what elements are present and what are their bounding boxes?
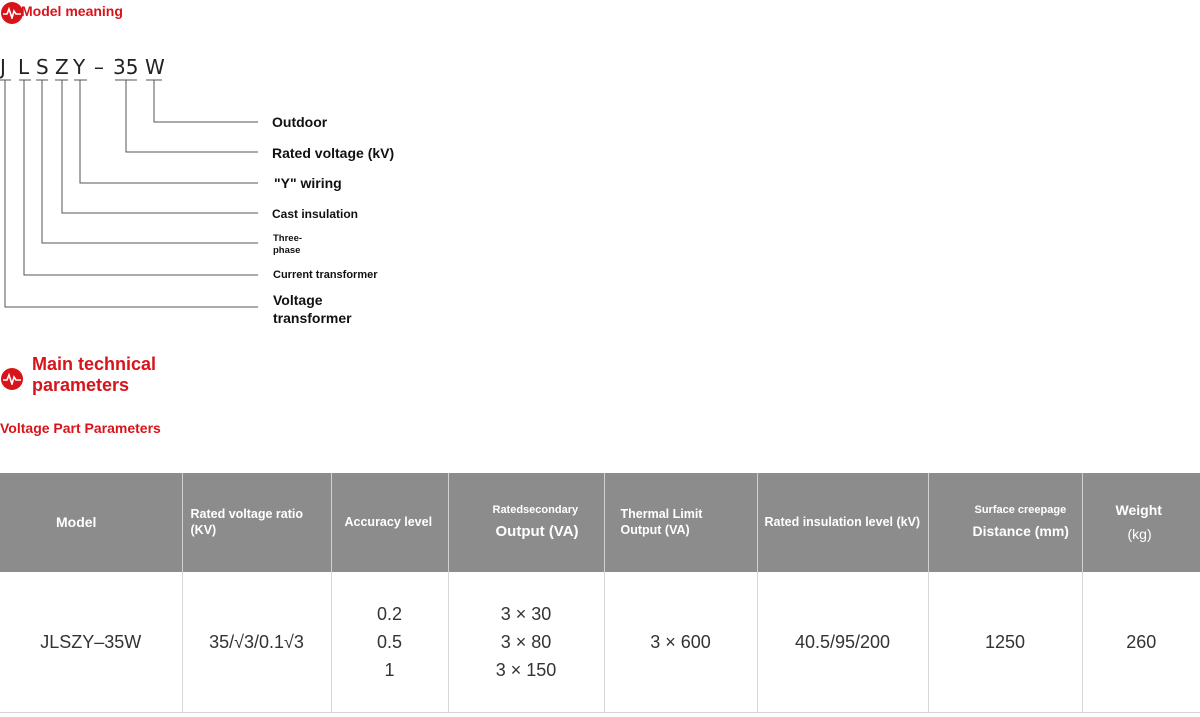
model-code-connector-lines [0,0,300,330]
meaning-three-phase: Three-phase [273,233,303,256]
code-letter-s: S [36,55,49,79]
accuracy-value: 1 [384,660,395,680]
header-model-label: Model [56,513,97,530]
voltage-part-parameters-title: Voltage Part Parameters [0,420,161,436]
header-thermal-limit-output [604,473,757,572]
meaning-voltage-transformer: Voltage transformer [273,292,352,326]
header-weight-line1: Weight [1115,501,1162,518]
header-secondary-line1: Ratedsecondary [492,503,579,516]
header-creepage-line2: Distance (mm) [972,523,1069,540]
header-ratio-line2: (KV) [190,522,217,537]
code-number-35: 35 [113,55,139,79]
meaning-cast-insulation: Cast insulation [272,207,359,221]
table-row [0,572,1200,713]
secondary-output-value: 3 × 150 [495,660,557,680]
meaning-y-wiring: "Y" wiring [274,175,342,191]
header-accuracy-level [331,473,448,572]
cell-weight: 260 [1082,572,1200,713]
code-letter-y: Y [73,55,86,79]
secondary-output-value: 3 × 30 [500,604,552,624]
header-weight-line2: (kg) [1127,526,1152,542]
heartbeat-icon [1,368,23,390]
code-letter-z: Z [55,55,69,79]
cell-surface-creepage-distance: 1250 [928,572,1082,713]
header-accuracy-label: Accuracy level [344,514,433,529]
header-ratio-line1: Rated voltage ratio [190,506,304,521]
cell-accuracy-level [331,572,448,713]
header-rated-secondary-output [448,473,604,572]
cell-rated-secondary-output [448,572,604,713]
model-meaning-title: Model meaning [21,3,123,19]
header-rated-voltage-ratio [182,473,331,572]
meaning-rated-voltage: Rated voltage (kV) [272,145,395,161]
header-model [0,473,182,572]
cell-rated-voltage-ratio: 35/√3/0.1√3 [182,572,331,713]
header-weight [1082,473,1200,572]
secondary-output-value: 3 × 80 [500,632,552,652]
cell-model: JLSZY–35W [0,572,182,713]
table-header-row [0,473,1200,572]
code-letter-w: W [145,55,165,79]
meaning-current-transformer: Current transformer [273,269,378,281]
cell-thermal-limit-output: 3 × 600 [604,572,757,713]
header-thermal-line1: Thermal Limit [620,506,703,521]
meaning-outdoor: Outdoor [272,114,328,130]
header-secondary-line2: Output (VA) [495,522,579,540]
header-thermal-line2: Output (VA) [620,522,690,537]
voltage-parameters-table [0,473,1200,713]
header-surface-creepage-distance [928,473,1082,572]
cell-rated-insulation-level: 40.5/95/200 [757,572,928,713]
header-rated-insulation-level [757,473,928,572]
accuracy-value: 0.5 [376,632,403,652]
header-creepage-line1: Surface creepage [974,504,1067,517]
code-dash: – [94,55,104,79]
code-letter-j: J [0,55,6,79]
code-letter-l: L [18,55,30,79]
main-technical-parameters-title: Main technical parameters [32,354,157,395]
accuracy-value: 0.2 [376,604,403,624]
header-insulation-label: Rated insulation level (kV) [764,514,921,529]
